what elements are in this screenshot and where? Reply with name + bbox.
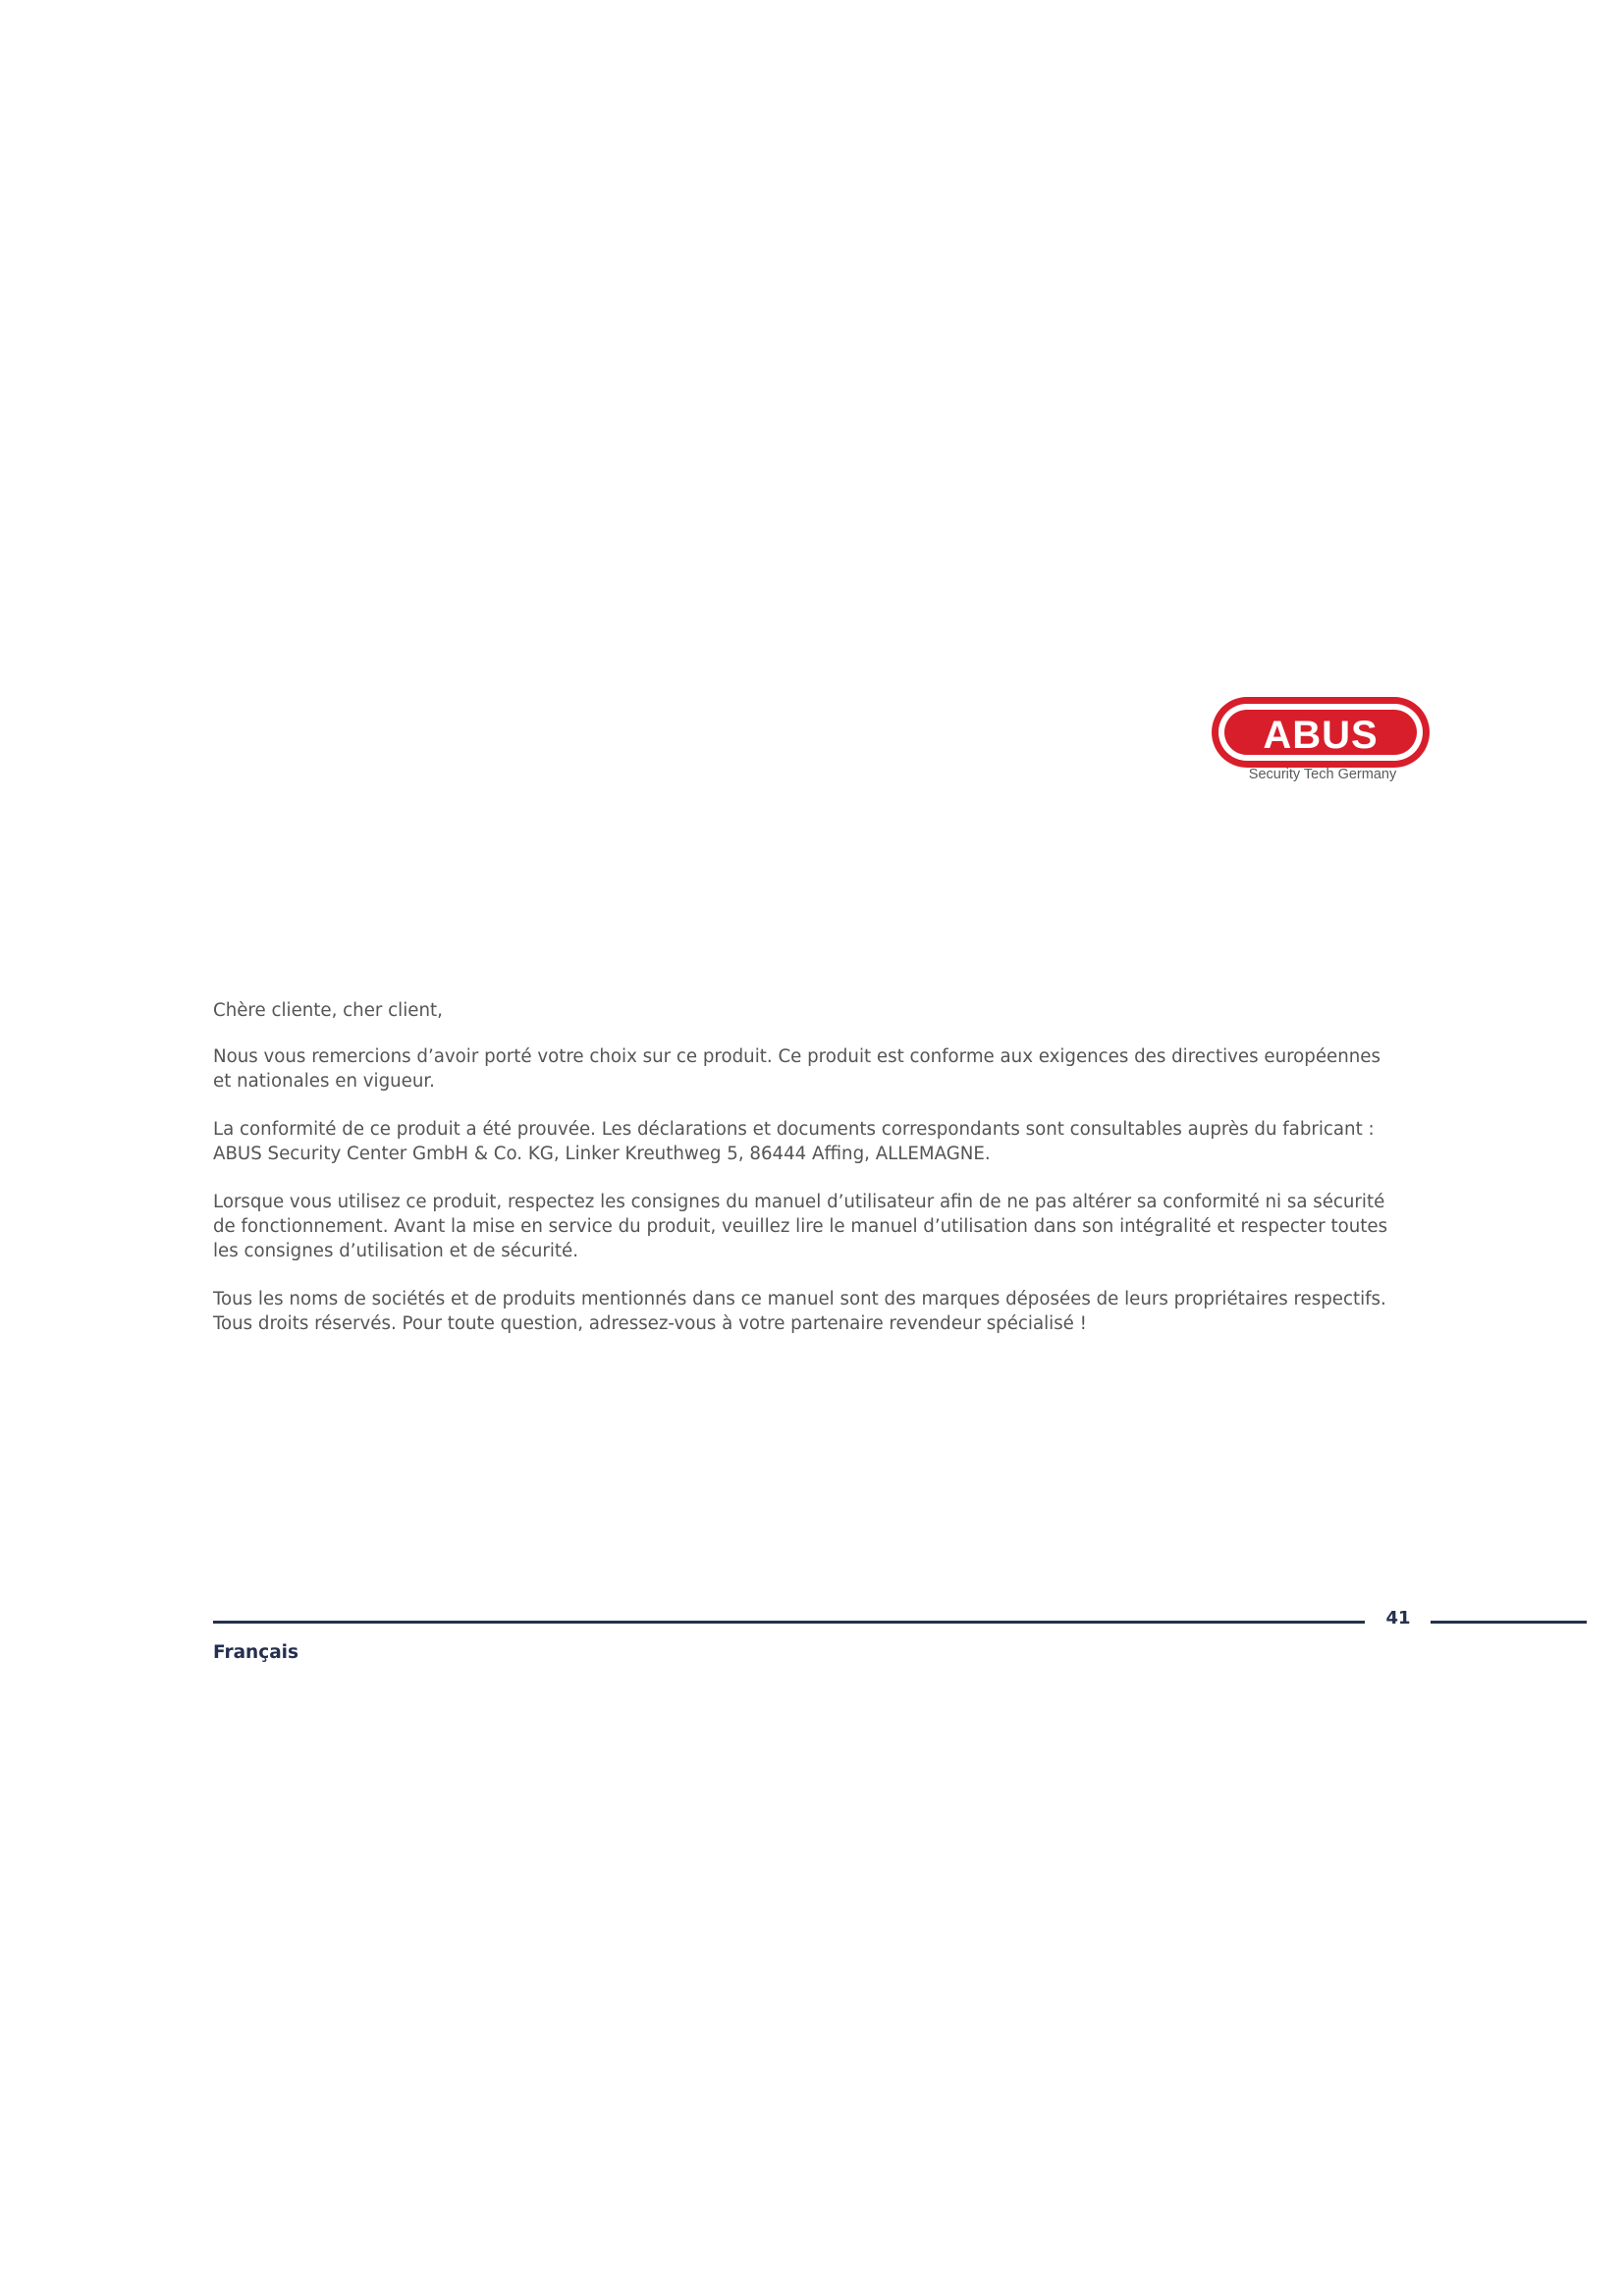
logo-brand-text: ABUS	[1263, 714, 1379, 757]
language-label: Français	[213, 1642, 299, 1663]
paragraph-declarations: La conformité de ce produit a été prouvée. Les déclarations et documents correspondants sont consultables auprès du fabricant : ABUS Security Center GmbH & Co. KG, Linker Kreuthweg 5, 86444 Affing, ALLEMAGNE.	[213, 1119, 1375, 1164]
footer-rule-right	[1431, 1621, 1587, 1624]
paragraph-usage-instructions: Lorsque vous utilisez ce produit, respectez les consignes du manuel d’utilisateur afin de ne pas altérer sa conformité ni sa sécurité de fonctionnement. Avant la mise en service du produit, veuillez lire le manuel d’utilisation dans son intégralité et respecter toutes les consignes d’utilisation et de sécurité.	[213, 1192, 1388, 1261]
salutation: Chère cliente, cher client,	[213, 1000, 443, 1021]
page-number: 41	[1385, 1608, 1411, 1629]
paragraph-conformity-thanks: Nous vous remercions d’avoir porté votre choix sur ce produit. Ce produit est conforme aux exigences des directives européennes et nationales en vigueur.	[213, 1046, 1380, 1092]
paragraph-trademarks: Tous les noms de sociétés et de produits mentionnés dans ce manuel sont des marques déposées de leurs propriétaires respectifs. Tous droits réservés. Pour toute question, adressez-vous à votre partenaire revendeur spécialisé !	[213, 1289, 1386, 1334]
footer-rule-left	[213, 1621, 1365, 1624]
logo-tagline: Security Tech Germany	[1248, 767, 1397, 782]
letter-body	[213, 998, 1401, 1360]
